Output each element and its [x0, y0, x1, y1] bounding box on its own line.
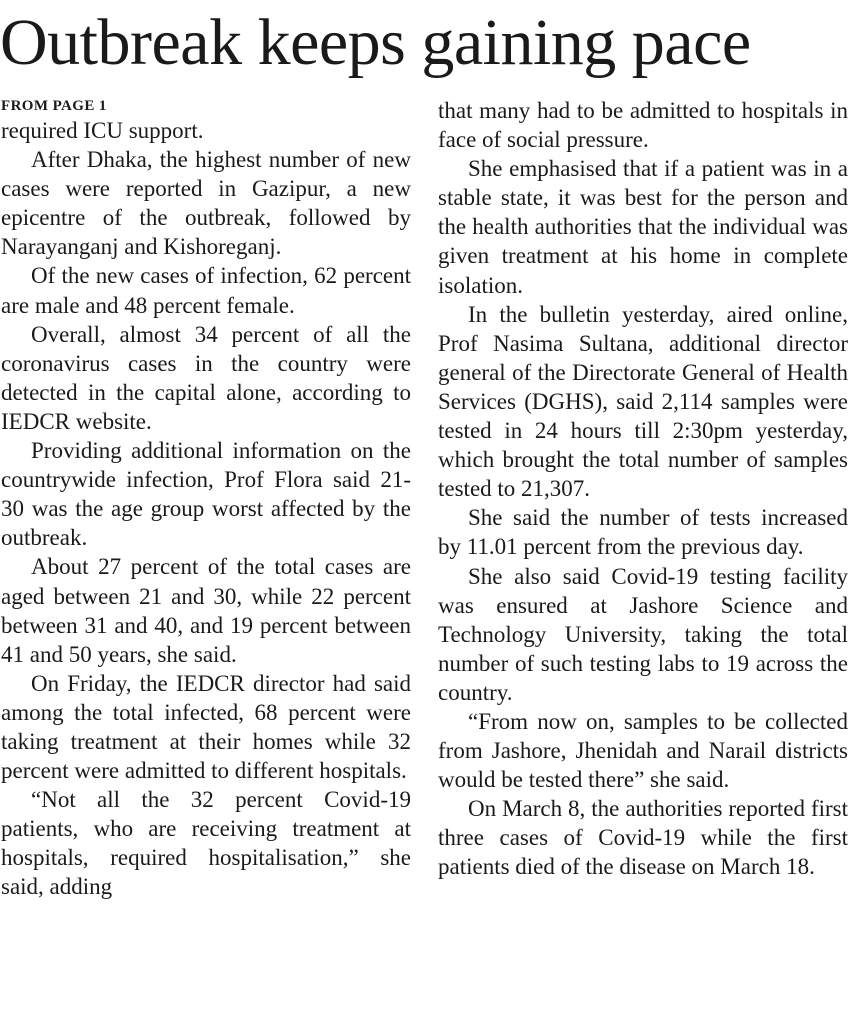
paragraph: that many had to be admitted to hospitals in face of social pressure.: [438, 98, 848, 153]
headline: Outbreak keeps gaining pace: [0, 6, 751, 79]
paragraph: She also said Covid-19 testing facility was ensured at Jashore Science and Technology University, taking the total number of such testing labs to 19 across the country.: [438, 563, 848, 705]
paragraph: She emphasised that if a patient was in a stable state, it was best for the person and the health authorities that the individual was given treatment at his home in complete isolation.: [438, 156, 848, 298]
continuation-kicker: FROM PAGE 1: [1, 98, 107, 114]
paragraph: On March 8, the authorities reported first three cases of Covid-19 while the first patients died of the disease on March 18.: [438, 796, 848, 880]
article-column-right: [438, 96, 848, 882]
paragraph: required ICU support.: [1, 118, 204, 143]
paragraph: After Dhaka, the highest number of new cases were reported in Gazipur, a new epicentre of the outbreak, followed by Narayanganj and Kishoreganj.: [1, 147, 411, 260]
paragraph: Of the new cases of infection, 62 percent are male and 48 percent female.: [1, 263, 411, 318]
paragraph: On Friday, the IEDCR director had said among the total infected, 68 percent were taking treatment at their homes while 32 percent were admitted to different hospitals.: [1, 670, 411, 784]
paragraph: “Not all the 32 percent Covid-19 patients, who are receiving treatment at hospitals, required hospitalisation,” she said, adding: [1, 787, 411, 900]
paragraph: In the bulletin yesterday, aired online, Prof Nasima Sultana, additional director general of the Directorate General of Health Services (DGHS), said 2,114 samples were tested in 24 hours till 2:30pm yesterday, which brought the total number of samples tested to 21,307.: [438, 301, 848, 502]
paragraph: Overall, almost 34 percent of all the coronavirus cases in the country were detected in the capital alone, according to IEDCR website.: [1, 321, 411, 434]
paragraph: She said the number of tests increased by 11.01 percent from the previous day.: [438, 505, 848, 560]
article-column-left: [1, 96, 411, 902]
paragraph: Providing additional information on the countrywide infection, Prof Flora said 21-30 was the age group worst affected by the outbreak.: [1, 438, 411, 551]
paragraph: “From now on, samples to be collected from Jashore, Jhenidah and Narail districts would be tested there” she said.: [438, 708, 848, 793]
paragraph: About 27 percent of the total cases are aged between 21 and 30, while 22 percent between 31 and 40, and 19 percent between 41 and 50 years, she said.: [1, 554, 411, 667]
